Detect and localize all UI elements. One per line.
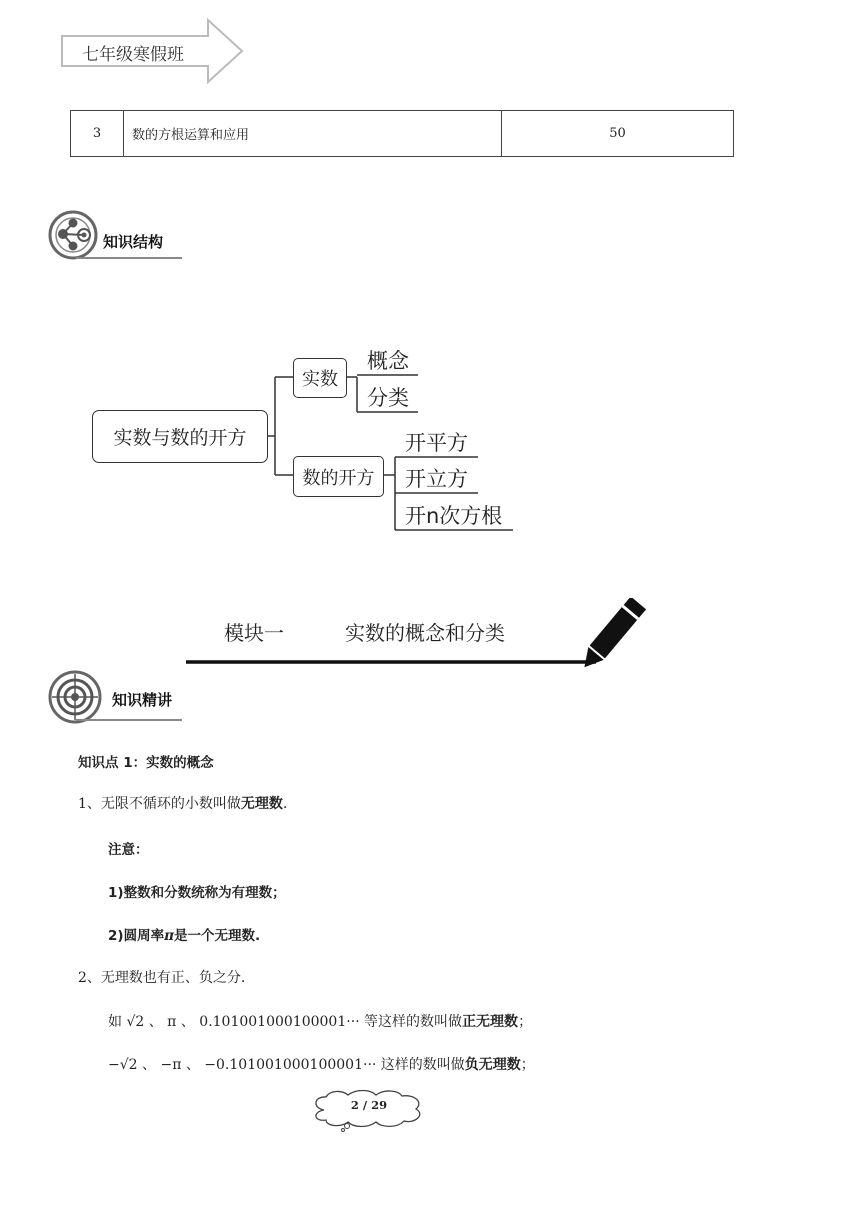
mindmap-leaf-square-root: 开平方 bbox=[405, 431, 468, 455]
module-number: 模块一 bbox=[224, 621, 284, 645]
page-number: 2 / 29 bbox=[350, 1098, 388, 1112]
mindmap-node-real-numbers: 实数 bbox=[293, 358, 347, 398]
note-2: 2)圆周率π是一个无理数. bbox=[108, 928, 261, 944]
term-negative-irrational: 负无理数 bbox=[464, 1057, 521, 1073]
course-banner-label: 七年级寒假班 bbox=[82, 45, 184, 65]
pi-symbol: π bbox=[164, 928, 174, 944]
item-1: 1、无限不循环的小数叫做无理数. bbox=[78, 796, 288, 812]
note-label: 注意： bbox=[108, 842, 149, 858]
section-title-lecture: 知识精讲 bbox=[112, 691, 173, 709]
neg-sqrt-2: −√2 bbox=[108, 1057, 138, 1073]
pencil-icon bbox=[184, 598, 654, 670]
mindmap-node-root-extraction: 数的开方 bbox=[293, 456, 384, 497]
module-title: 实数的概念和分类 bbox=[345, 621, 505, 645]
mindmap-leaf-nth-root: 开n次方根 bbox=[405, 504, 503, 528]
mindmap-leaf-cube-root: 开立方 bbox=[405, 467, 468, 491]
mindmap-leaf-classification: 分类 bbox=[367, 386, 409, 410]
example-positive: 如 √2 、 π 、 0.101001000100001··· 等这样的数叫做正无理数； bbox=[108, 1014, 533, 1030]
knowledge-point-title: 知识点 1：实数的概念 bbox=[78, 755, 214, 771]
note-1: 1)整数和分数统称为有理数； bbox=[108, 885, 286, 901]
table-row bbox=[71, 111, 734, 157]
score-table bbox=[70, 110, 734, 157]
sqrt-2: √2 bbox=[126, 1014, 145, 1030]
section-title-structure: 知识结构 bbox=[103, 233, 164, 251]
mindmap-leaf-concept: 概念 bbox=[367, 349, 409, 373]
example-negative: −√2 、 −π 、 −0.101001000100001··· 这样的数叫做负无理数； bbox=[108, 1057, 535, 1073]
mindmap-root: 实数与数的开方 bbox=[92, 410, 268, 463]
row-index: 3 bbox=[71, 111, 124, 157]
term-irrational: 无理数 bbox=[240, 796, 283, 812]
item-2: 2、无理数也有正、负之分. bbox=[78, 970, 246, 986]
term-positive-irrational: 正无理数 bbox=[462, 1014, 519, 1030]
row-score: 50 bbox=[502, 111, 734, 157]
row-topic: 数的方根运算和应用 bbox=[124, 111, 502, 157]
